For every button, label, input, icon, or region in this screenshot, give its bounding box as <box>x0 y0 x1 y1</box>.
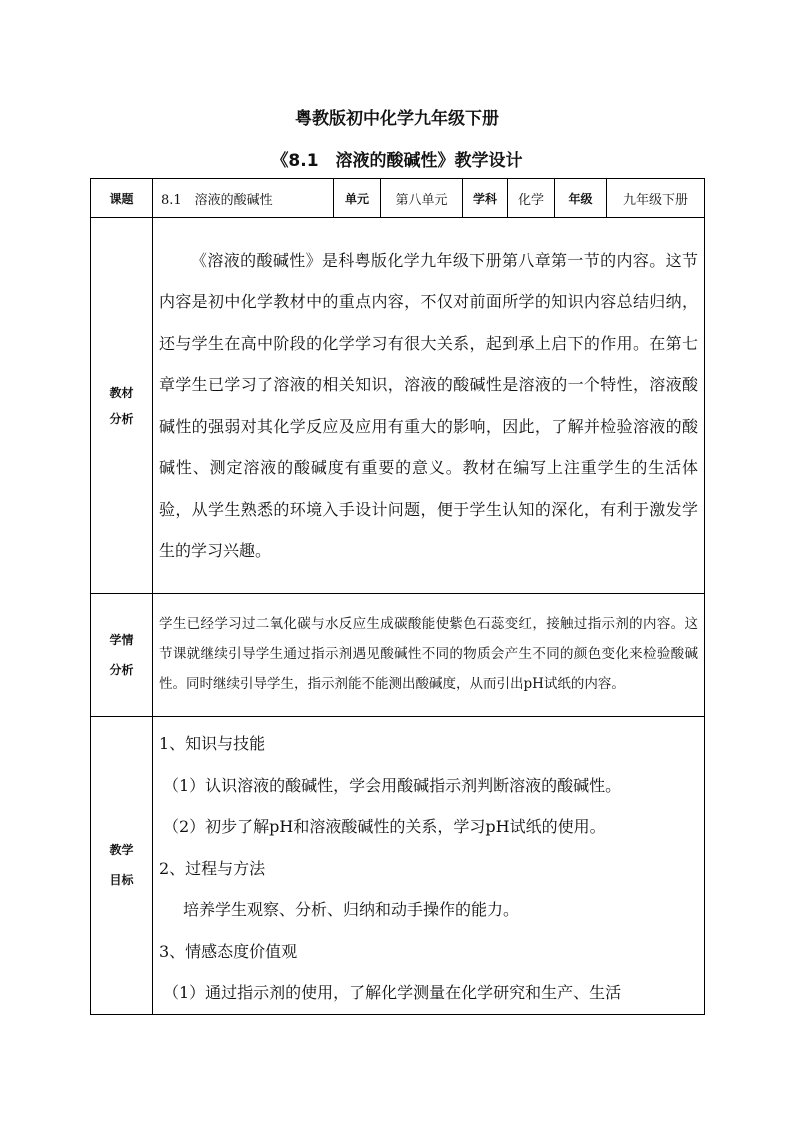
textbook-analysis-text: 《溶液的酸碱性》是科粤版化学九年级下册第八章第一节的内容。这节内容是初中化学教材中的重点内容，不仅对前面所学的知识内容总结归纳，还与学生在高中阶段的化学学习有很大关系，起到承上启下的作用。在第七章学生已学习了溶液的相关知识，溶液的酸碱性是溶液的一个特性，溶液酸碱性的强弱对其化学反应及应用有重大的影响，因此，了解并检验溶液的酸碱性、测定溶液的酸碱度有重要的意义。教材在编写上注重学生的生活体验，从学生熟悉的环境入手设计问题，便于学生认知的深化，有利于激发学生的学习兴趣。 <box>153 218 705 594</box>
unit-value: 第八单元 <box>381 179 463 218</box>
teaching-goals-label: 教学目标 <box>91 717 153 1015</box>
learner-analysis-row <box>91 594 705 717</box>
textbook-analysis-row <box>91 218 705 594</box>
goal-line: 3、情感态度价值观 <box>159 941 298 961</box>
teaching-goals-content <box>153 717 705 1015</box>
goal-line: （1）通过指示剂的使用，了解化学测量在化学研究和生产、生活 <box>163 983 622 1002</box>
subject-value: 化学 <box>508 179 555 218</box>
subject-label: 学科 <box>463 179 508 218</box>
textbook-analysis-label: 教材分析 <box>91 218 153 594</box>
learner-analysis-text: 学生已经学习过二氧化碳与水反应生成碳酸能使紫色石蕊变红，接触过指示剂的内容。这节课就继续引导学生通过指示剂遇见酸碱性不同的物质会产生不同的颜色变化来检验酸碱性。同时继续引导学生，指示剂能不能测出酸碱度，从而引出pH试纸的内容。 <box>153 594 705 717</box>
goal-line: 培养学生观察、分析、归纳和动手操作的能力。 <box>183 900 520 919</box>
learner-analysis-label: 学情分析 <box>91 594 153 717</box>
goal-line: 1、知识与技能 <box>159 734 266 753</box>
goal-line: （2）初步了解pH和溶液酸碱性的关系，学习pH试纸的使用。 <box>163 817 606 836</box>
topic-value: 8.1 溶液的酸碱性 <box>153 179 334 218</box>
teaching-goals-row <box>91 717 705 1015</box>
lesson-plan-table <box>90 178 705 1015</box>
unit-label: 单元 <box>334 179 381 218</box>
goal-line: 2、过程与方法 <box>159 858 266 878</box>
document-title: 粤教版初中化学九年级下册 <box>295 109 499 129</box>
topic-label: 课题 <box>91 179 153 218</box>
info-row <box>91 179 705 218</box>
document-subtitle: 《8.1 溶液的酸碱性》教学设计 <box>271 151 523 171</box>
grade-label: 年级 <box>555 179 607 218</box>
grade-value: 九年级下册 <box>607 179 705 218</box>
goal-line: （1）认识溶液的酸碱性，学会用酸碱指示剂判断溶液的酸碱性。 <box>163 775 622 795</box>
